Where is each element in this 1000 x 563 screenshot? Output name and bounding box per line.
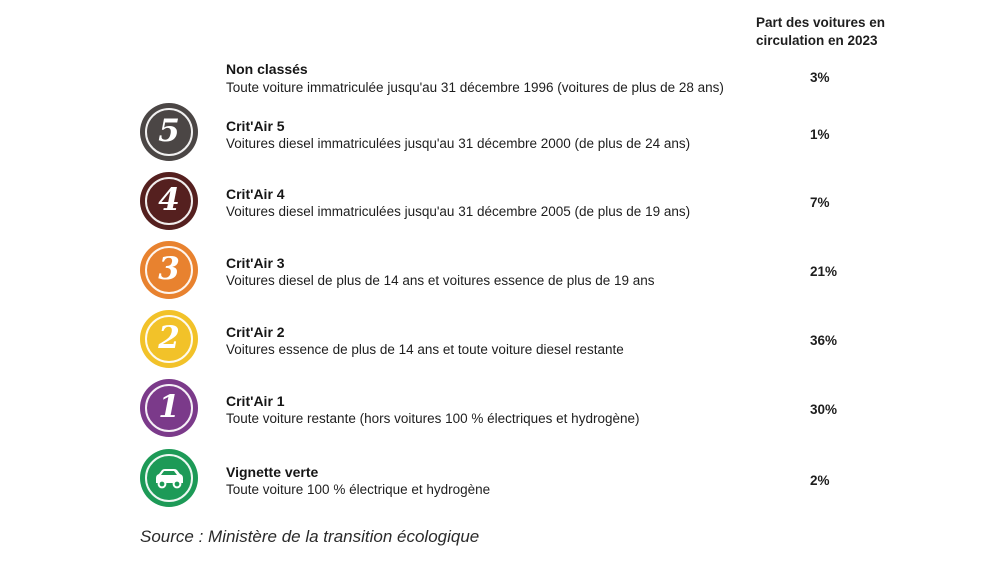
category-row-critair-1 (0, 379, 1000, 439)
category-title: Crit'Air 5 (226, 118, 285, 134)
category-share: 2% (810, 473, 830, 488)
category-row-critair-3 (0, 241, 1000, 301)
category-share: 21% (810, 264, 838, 279)
category-description: Voitures diesel de plus de 14 ans et voitures essence de plus de 19 ans (226, 273, 655, 288)
column-header (756, 14, 956, 50)
category-share: 30% (810, 402, 838, 417)
critair-5-badge (140, 103, 198, 161)
category-title: Crit'Air 1 (226, 393, 285, 409)
category-title: Crit'Air 3 (226, 255, 285, 271)
badge-number: 4 (158, 181, 180, 218)
category-description: Toute voiture 100 % électrique et hydrogène (226, 482, 491, 497)
car-icon (151, 466, 187, 490)
column-header-line-2: circulation en 2023 (756, 33, 878, 48)
column-header-line-1: Part des voitures en (756, 15, 886, 30)
badge-number: 3 (158, 250, 180, 287)
category-row-critair-5 (0, 103, 1000, 163)
critair-4-badge (140, 172, 198, 230)
critair-2-badge (140, 310, 198, 368)
category-row-critair-4 (0, 172, 1000, 232)
category-title: Crit'Air 2 (226, 324, 285, 340)
category-row-vignette-verte (0, 449, 1000, 509)
category-description: Toute voiture immatriculée jusqu'au 31 décembre 1996 (voitures de plus de 28 ans) (226, 80, 724, 95)
category-share: 36% (810, 333, 838, 348)
badge-number: 1 (158, 388, 180, 425)
source-caption: Source : Ministère de la transition écologique (140, 527, 480, 546)
category-description: Toute voiture restante (hors voitures 100 % électriques et hydrogène) (226, 411, 640, 426)
vignette-verte-badge (140, 449, 198, 507)
critair-3-badge (140, 241, 198, 299)
category-description: Voitures diesel immatriculées jusqu'au 31 décembre 2005 (de plus de 19 ans) (226, 204, 691, 219)
category-description: Voitures diesel immatriculées jusqu'au 31 décembre 2000 (de plus de 24 ans) (226, 136, 691, 151)
category-row-critair-2 (0, 310, 1000, 370)
category-description: Voitures essence de plus de 14 ans et toute voiture diesel restante (226, 342, 624, 357)
category-title: Vignette verte (226, 464, 319, 480)
category-share: 3% (810, 70, 830, 85)
category-share: 7% (810, 195, 830, 210)
badge-number: 5 (158, 112, 180, 149)
category-title: Crit'Air 4 (226, 186, 285, 202)
critair-1-badge (140, 379, 198, 437)
category-share: 1% (810, 127, 830, 142)
category-title: Non classés (226, 61, 308, 77)
badge-number: 2 (158, 319, 180, 356)
